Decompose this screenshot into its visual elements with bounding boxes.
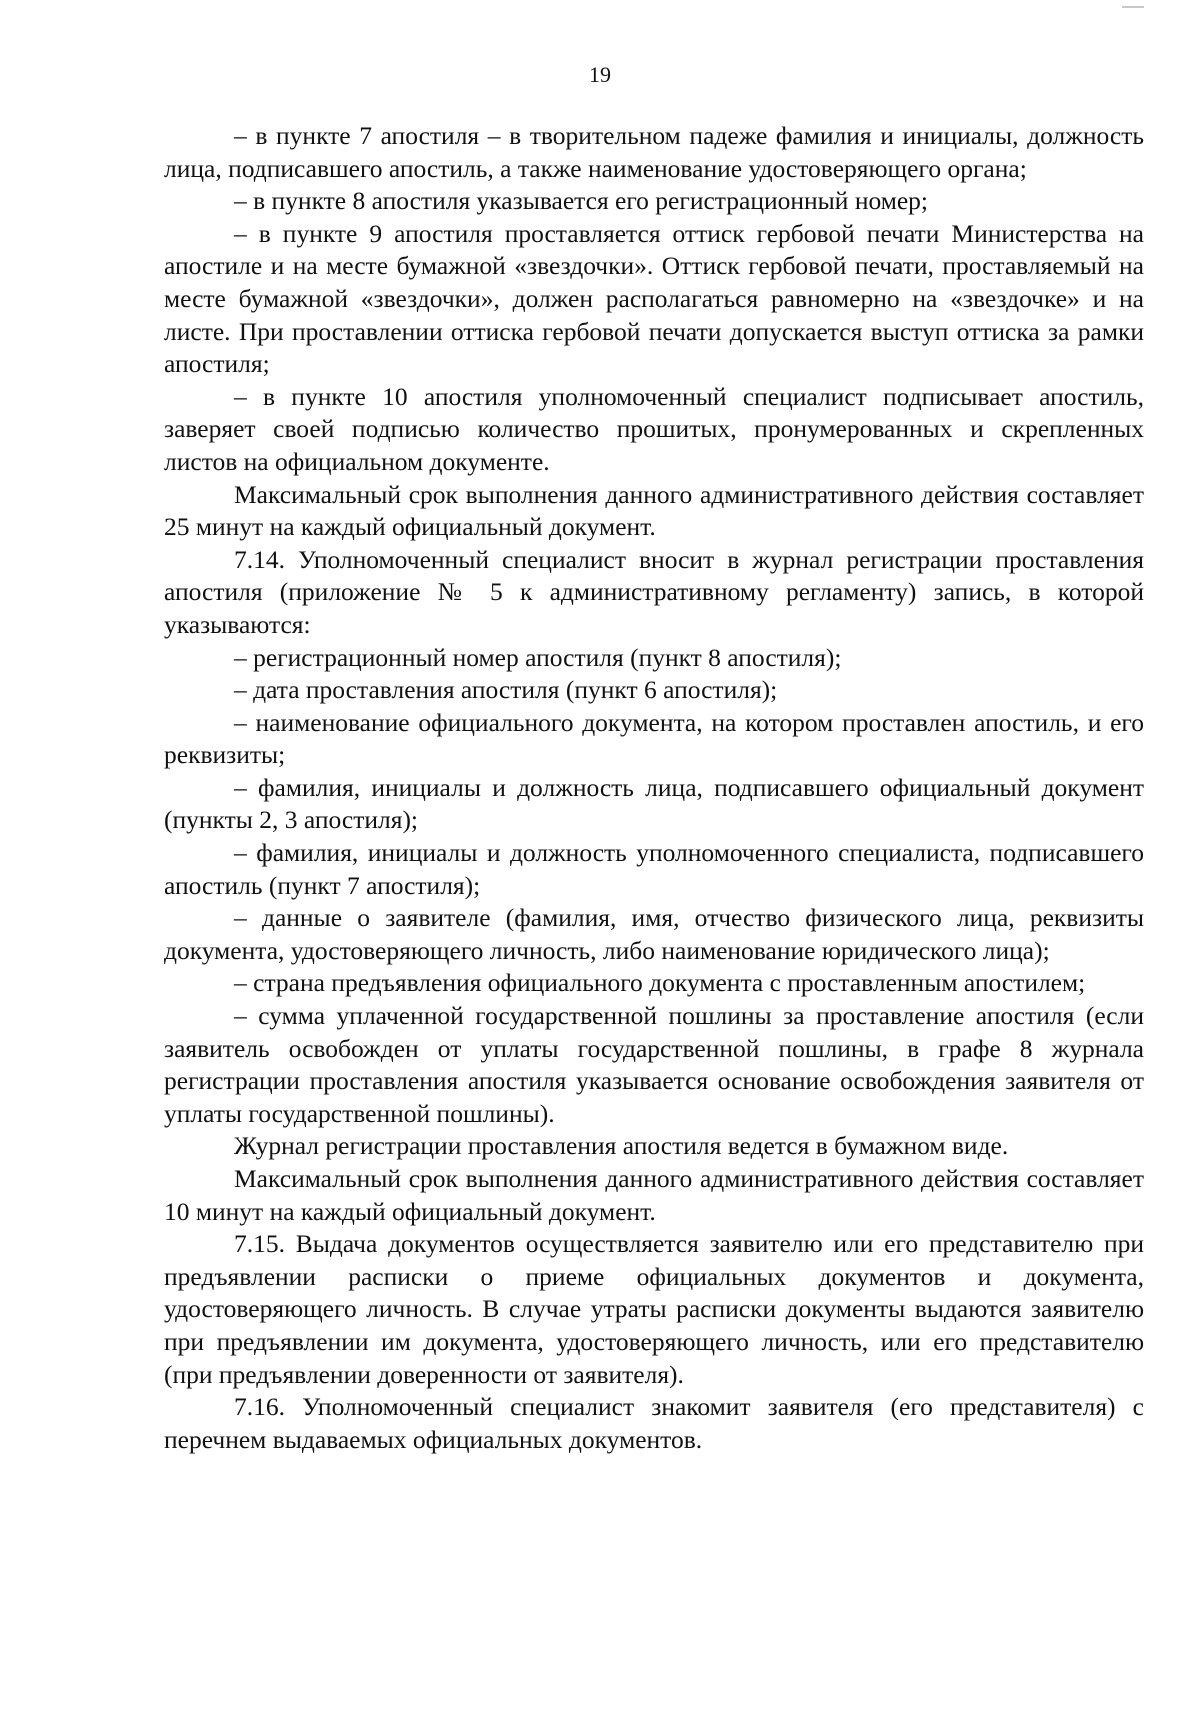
- paragraph-section-7-14: 7.14. Уполномоченный специалист вносит в журнал регистрации проставления апостиля (приложение № 5 к административному регламенту) запись, в которой указываются:: [164, 544, 1151, 639]
- list-item-signer: – фамилия, инициалы и должность лица, подписавшего официальный документ (пункты 2, 3 апостиля);: [164, 772, 1151, 835]
- paragraph-item-9: – в пункте 9 апостиля проставляется оттиск гербовой печати Министерства на апостиле и на месте бумажной «звездочки». Оттиск гербовой печати, проставляемый на месте бумажной «звездочки», должен располагаться равномерно на «звездочке» и на листе. При проставлении оттиска гербовой печати допускается выступ оттиска за рамки апостиля;: [164, 218, 1151, 379]
- paragraph-item-7: – в пункте 7 апостиля – в творительном падеже фамилия и инициалы, должность лица, подписавшего апостиль, а также наименование удостоверяющего органа;: [164, 121, 1151, 183]
- document-body: [164, 120, 1151, 1456]
- page-number: 19: [589, 62, 611, 87]
- scan-edge-mark: [1122, 6, 1144, 8]
- list-item-applicant: – данные о заявителе (фамилия, имя, отчество физического лица, реквизиты документа, удостоверяющего личность, либо наименование юридического лица);: [164, 903, 1151, 965]
- list-item-fee: – сумма уплаченной государственной пошлины за проставление апостиля (если заявитель освобожден от уплаты государственной пошлины, в графе 8 журнала регистрации проставления апостиля указывается основание освобождения заявителя от уплаты государственной пошлины).: [164, 1001, 1151, 1128]
- list-item-date: – дата проставления апостиля (пункт 6 апостиля);: [234, 675, 778, 705]
- list-item-specialist: – фамилия, инициалы и должность уполномоченного специалиста, подписавшего апостиль (пункт 7 апостиля);: [164, 838, 1151, 900]
- list-item-document-name: – наименование официального документа, на котором проставлен апостиль, и его реквизиты;: [164, 707, 1151, 770]
- paragraph-item-8: – в пункте 8 апостиля указывается его регистрационный номер;: [234, 186, 929, 216]
- paragraph-journal-form: Журнал регистрации проставления апостиля ведется в бумажном виде.: [234, 1131, 1009, 1161]
- paragraph-section-7-16: 7.16. Уполномоченный специалист знакомит заявителя (его представителя) с перечнем выдаваемых официальных документов.: [164, 1392, 1151, 1454]
- list-item-registration-number: – регистрационный номер апостиля (пункт 8 апостиля);: [234, 642, 842, 672]
- paragraph-section-7-15: 7.15. Выдача документов осуществляется заявителю или его представителю при предъявлении расписки о приеме официальных документов и документа, удостоверяющего личность. В случае утраты расписки документы выдаются заявителю при предъявлении им документа, удостоверяющего личность, или его представителю (при предъявлении доверенности от заявителя).: [164, 1229, 1151, 1389]
- paragraph-item-10: – в пункте 10 апостиля уполномоченный специалист подписывает апостиль, заверяет своей подписью количество прошитых, пронумерованных и скрепленных листов на официальном документе.: [164, 381, 1151, 476]
- list-item-country: – страна предъявления официального документа с проставленным апостилем;: [234, 968, 1086, 998]
- paragraph-time-limit-25: Максимальный срок выполнения данного административного действия составляет 25 минут на каждый официальный документ.: [164, 479, 1151, 542]
- paragraph-time-limit-10: Максимальный срок выполнения данного административного действия составляет 10 минут на каждый официальный документ.: [164, 1164, 1151, 1226]
